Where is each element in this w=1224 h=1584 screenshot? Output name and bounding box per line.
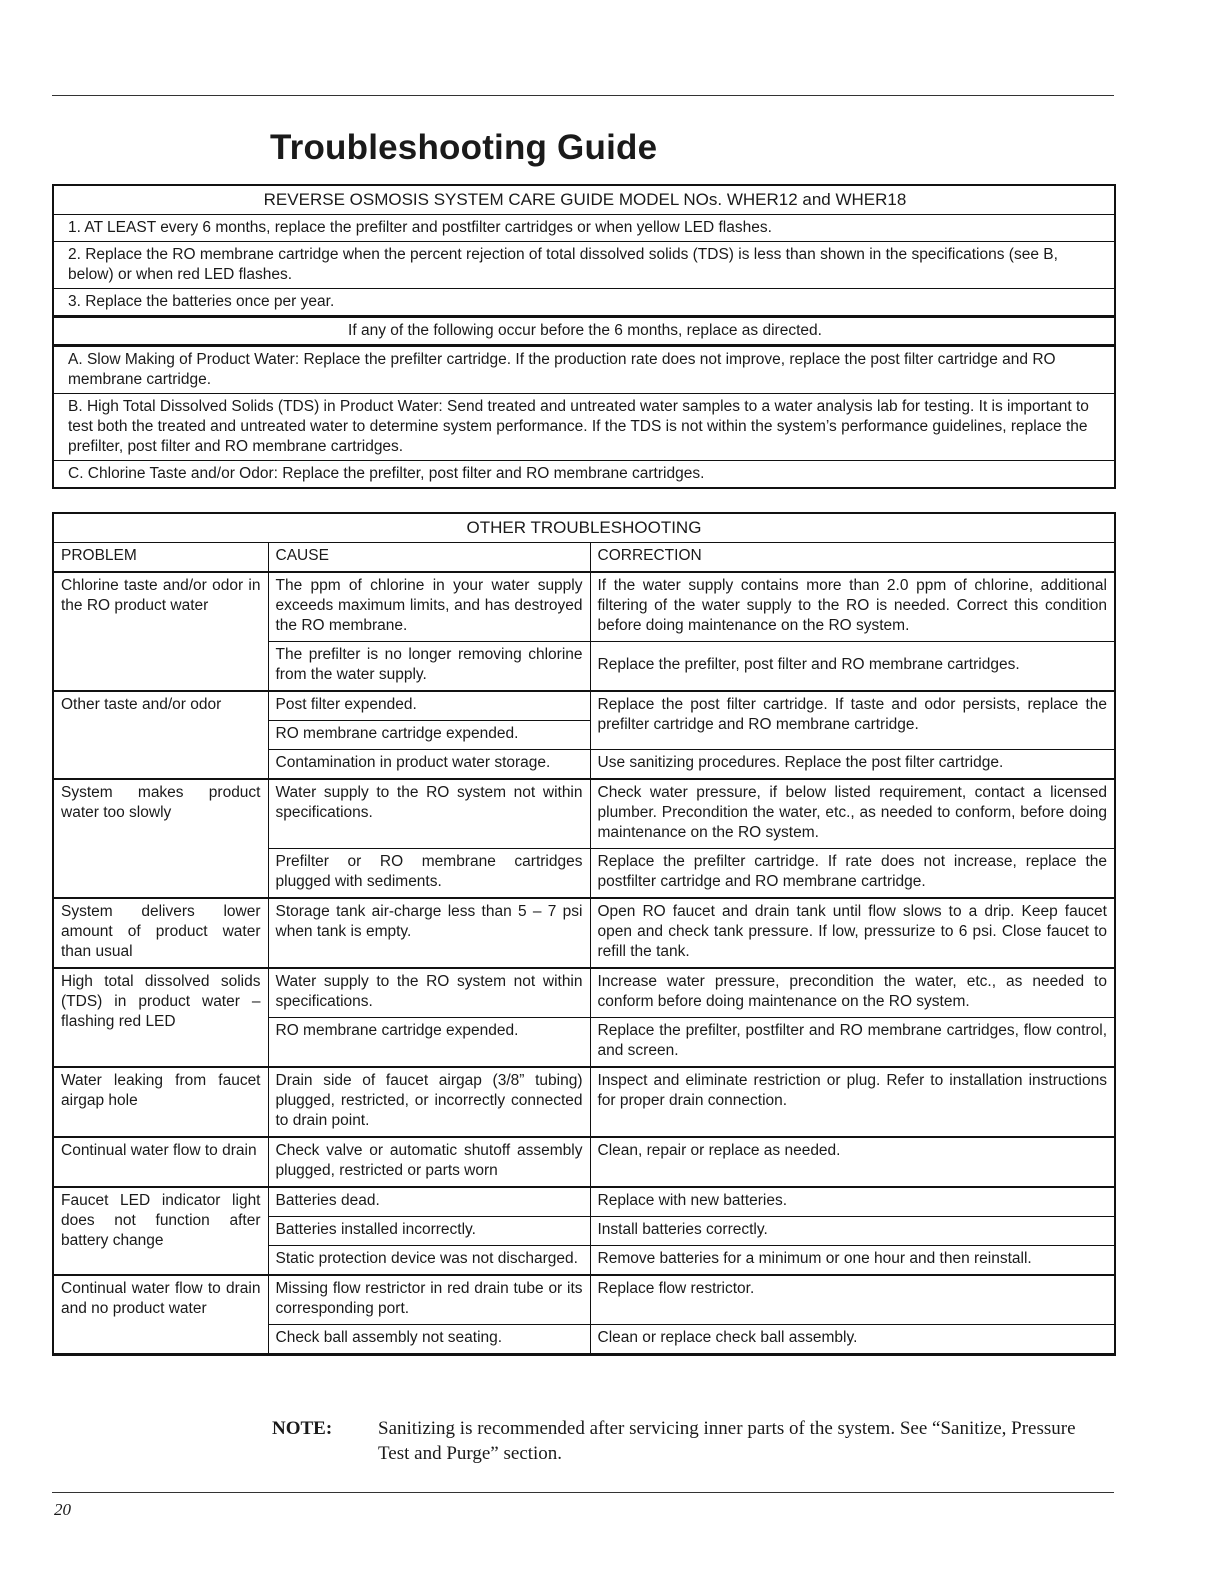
- correction-cell: Install batteries correctly.: [590, 1217, 1114, 1246]
- problem-cell: Faucet LED indicator light does not function after battery change: [54, 1187, 268, 1275]
- page-number: 20: [54, 1500, 71, 1519]
- care-guide-item-2: 2. Replace the RO membrane cartridge when the percent rejection of total dissolved solids (TDS) is less than shown in the specifications (see B, below) or when red LED flashes.: [54, 241, 1114, 288]
- problem-cell: Other taste and/or odor: [54, 691, 268, 779]
- other-troubleshooting-caption: OTHER TROUBLESHOOTING: [54, 514, 1114, 543]
- table-row: [54, 1067, 1114, 1137]
- troubleshooting-table: [54, 543, 1114, 1354]
- problem-cell: System delivers lower amount of product water than usual: [54, 898, 268, 968]
- care-guide-box: [52, 184, 1116, 489]
- cause-cell: Storage tank air-charge less than 5 – 7 psi when tank is empty.: [268, 898, 590, 968]
- cause-cell: Post filter expended.: [268, 691, 590, 721]
- table-header-row: [54, 543, 1114, 572]
- problem-cell: Water leaking from faucet airgap hole: [54, 1067, 268, 1137]
- care-guide-item-1: 1. AT LEAST every 6 months, replace the prefilter and postfilter cartridges or when yellow LED flashes.: [54, 214, 1114, 241]
- bottom-rule: [52, 1492, 1114, 1493]
- problem-cell: Continual water flow to drain: [54, 1137, 268, 1187]
- correction-cell: Replace the prefilter, postfilter and RO membrane cartridges, flow control, and screen.: [590, 1018, 1114, 1068]
- care-guide-item-c: C. Chlorine Taste and/or Odor: Replace the prefilter, post filter and RO membrane cartridges.: [54, 460, 1114, 487]
- cause-cell: The ppm of chlorine in your water supply exceeds maximum limits, and has destroyed the RO membrane.: [268, 572, 590, 642]
- cause-cell: Batteries dead.: [268, 1187, 590, 1217]
- top-rule: [52, 95, 1114, 96]
- problem-cell: Chlorine taste and/or odor in the RO product water: [54, 572, 268, 691]
- table-row: [54, 1275, 1114, 1325]
- note-text: Sanitizing is recommended after servicing inner parts of the system. See “Sanitize, Pressure Test and Purge” section.: [378, 1418, 1076, 1464]
- table-row: [54, 1187, 1114, 1217]
- cause-cell: Contamination in product water storage.: [268, 750, 590, 780]
- correction-cell: Clean or replace check ball assembly.: [590, 1325, 1114, 1354]
- cause-cell: Missing flow restrictor in red drain tube or its corresponding port.: [268, 1275, 590, 1325]
- table-row: [54, 691, 1114, 721]
- correction-cell: Increase water pressure, precondition the water, etc., as needed to conform before doing maintenance on the RO system.: [590, 968, 1114, 1018]
- cause-cell: Prefilter or RO membrane cartridges plugged with sediments.: [268, 849, 590, 899]
- correction-cell: Open RO faucet and drain tank until flow slows to a drip. Keep faucet open and check tank pressure. If low, pressurize to 6 psi. Close faucet to refill the tank.: [590, 898, 1114, 968]
- other-troubleshooting-box: [52, 512, 1116, 1356]
- correction-cell: If the water supply contains more than 2.0 ppm of chlorine, additional filtering of the water supply to the RO is needed. Correct this condition before doing maintenance on the RO system.: [590, 572, 1114, 642]
- table-row: [54, 898, 1114, 968]
- correction-cell: Replace the prefilter, post filter and RO membrane cartridges.: [590, 642, 1114, 692]
- table-row: [54, 779, 1114, 849]
- cause-cell: Water supply to the RO system not within specifications.: [268, 968, 590, 1018]
- note-label: NOTE:: [272, 1418, 333, 1439]
- care-guide-header: REVERSE OSMOSIS SYSTEM CARE GUIDE MODEL NOs. WHER12 and WHER18: [263, 190, 907, 209]
- cause-cell: Water supply to the RO system not within specifications.: [268, 779, 590, 849]
- correction-cell: Use sanitizing procedures. Replace the post filter cartridge.: [590, 750, 1114, 780]
- cause-cell: RO membrane cartridge expended.: [268, 721, 590, 750]
- cause-cell: RO membrane cartridge expended.: [268, 1018, 590, 1068]
- correction-cell: Replace the prefilter cartridge. If rate does not increase, replace the postfilter cartridge and RO membrane cartridge.: [590, 849, 1114, 899]
- cause-cell: Drain side of faucet airgap (3/8” tubing) plugged, restricted, or incorrectly connected to drain point.: [268, 1067, 590, 1137]
- care-guide-item-3: 3. Replace the batteries once per year.: [54, 288, 1114, 315]
- problem-cell: High total dissolved solids (TDS) in product water – flashing red LED: [54, 968, 268, 1067]
- cause-cell: Check ball assembly not seating.: [268, 1325, 590, 1354]
- care-guide-item-b: B. High Total Dissolved Solids (TDS) in Product Water: Send treated and untreated water samples to a water analysis lab for testing. It is important to test both the treated and untreated water to determine system performance. If the TDS is not within the system’s performance guidelines, replace the prefilter, post filter and RO membrane cartridges.: [54, 393, 1114, 460]
- table-row: [54, 1137, 1114, 1187]
- correction-cell: Replace the post filter cartridge. If taste and odor persists, replace the prefilter cartridge and RO membrane cartridge.: [590, 691, 1114, 750]
- care-guide-item-a: A. Slow Making of Product Water: Replace the prefilter cartridge. If the production rate does not improve, replace the post filter cartridge and RO membrane cartridge.: [54, 344, 1114, 393]
- correction-cell: Clean, repair or replace as needed.: [590, 1137, 1114, 1187]
- column-header-problem: PROBLEM: [54, 543, 268, 572]
- correction-cell: Check water pressure, if below listed requirement, contact a licensed plumber. Precondition the water, etc., as needed to conform, before doing maintenance on the RO system.: [590, 779, 1114, 849]
- table-row: [54, 968, 1114, 1018]
- cause-cell: The prefilter is no longer removing chlorine from the water supply.: [268, 642, 590, 692]
- correction-cell: Replace with new batteries.: [590, 1187, 1114, 1217]
- cause-cell: Batteries installed incorrectly.: [268, 1217, 590, 1246]
- cause-cell: Check valve or automatic shutoff assembly plugged, restricted or parts worn: [268, 1137, 590, 1187]
- problem-cell: Continual water flow to drain and no product water: [54, 1275, 268, 1354]
- table-row: [54, 572, 1114, 642]
- care-guide-subheader: If any of the following occur before the 6 months, replace as directed.: [54, 315, 1114, 344]
- correction-cell: Inspect and eliminate restriction or plug. Refer to installation instructions for proper drain connection.: [590, 1067, 1114, 1137]
- column-header-correction: CORRECTION: [590, 543, 1114, 572]
- correction-cell: Remove batteries for a minimum or one hour and then reinstall.: [590, 1246, 1114, 1276]
- page-title: Troubleshooting Guide: [270, 128, 658, 167]
- cause-cell: Static protection device was not discharged.: [268, 1246, 590, 1276]
- column-header-cause: CAUSE: [268, 543, 590, 572]
- correction-cell: Replace flow restrictor.: [590, 1275, 1114, 1325]
- problem-cell: System makes product water too slowly: [54, 779, 268, 898]
